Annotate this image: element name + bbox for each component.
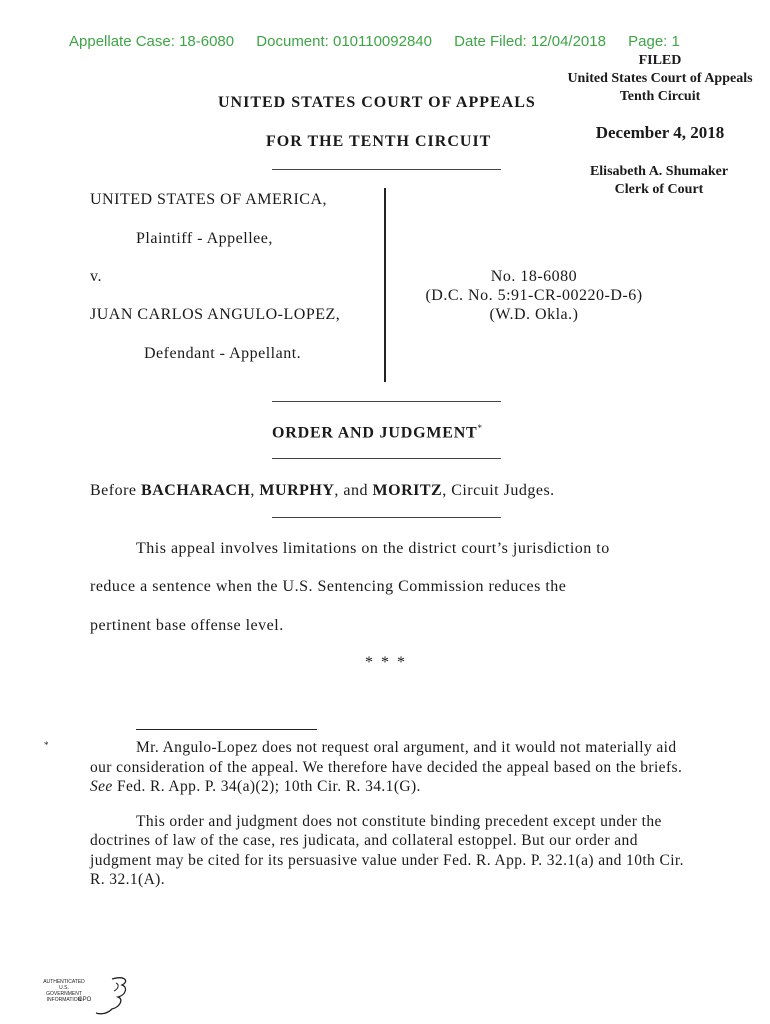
header-date-filed: Date Filed: 12/04/2018 (454, 33, 606, 50)
plaintiff-role: Plaintiff - Appellee, (136, 230, 273, 247)
divider-rule (272, 517, 501, 518)
order-title-text: ORDER AND JUDGMENT (272, 424, 478, 442)
defendant-role: Defendant - Appellant. (144, 345, 302, 362)
judge-name: BACHARACH (141, 482, 251, 499)
footnote-citation-signal: See (90, 778, 113, 795)
logo-line: U.S. GOVERNMENT (46, 985, 82, 997)
case-number: No. 18-6080 (490, 268, 578, 285)
gpo-mark: GPO (78, 997, 92, 1003)
footnote-paragraph (44, 738, 690, 797)
gpo-authenticated-logo (42, 975, 132, 1019)
district-case-number: (D.C. No. 5:91-CR-00220-D-6) (425, 287, 643, 304)
body-line: This appeal involves limitations on the district court’s jurisdiction to (136, 540, 610, 557)
order-title (272, 423, 483, 442)
district-court: (W.D. Okla.) (489, 306, 579, 323)
filed-court: United States Court of Appeals (567, 71, 753, 86)
versus: v. (90, 268, 102, 285)
panel-line (90, 482, 555, 500)
filed-date: December 4, 2018 (595, 123, 725, 142)
clerk-block (572, 163, 746, 198)
footnote-marker: * (44, 740, 49, 750)
header-case: Appellate Case: 18-6080 (69, 33, 235, 50)
section-break: * * * (365, 654, 407, 671)
panel-prefix: Before (90, 482, 142, 499)
panel-separator: , and (334, 482, 373, 499)
footnote-paragraph: This order and judgment does not constitute binding precedent except under the doctrines of law of the case, res judicata, and collateral estoppel. But our order and judgment may be cited for its persuasive value under Fed. R. App. P. 32.1(a) and 10th Cir. R. 32.1(A). (90, 812, 684, 888)
plaintiff-name: UNITED STATES OF AMERICA, (90, 191, 328, 208)
body-line: reduce a sentence when the U.S. Sentencing Commission reduces the (90, 578, 567, 595)
filing-header (69, 33, 698, 50)
divider-rule (272, 169, 501, 170)
divider-rule (272, 458, 501, 459)
panel-separator: , (250, 482, 260, 499)
divider-rule (272, 401, 501, 402)
court-title-line1: UNITED STATES COURT OF APPEALS (218, 94, 536, 111)
logo-line: AUTHENTICATED (43, 979, 85, 985)
panel-suffix: , Circuit Judges. (442, 482, 555, 499)
filed-stamp (548, 52, 770, 106)
filed-circuit: Tenth Circuit (619, 89, 701, 104)
header-page: Page: 1 (628, 33, 680, 50)
filed-label: FILED (638, 53, 682, 68)
clerk-name: Elisabeth A. Shumaker (589, 164, 729, 179)
header-document: Document: 010110092840 (256, 33, 432, 50)
footnote-text: Mr. Angulo-Lopez does not request oral argument, and it would not materially aid our consideration of the appeal. We therefore have decided the appeal based on the briefs. (90, 739, 683, 776)
footnote-reference: * (477, 423, 483, 433)
logo-line: INFORMATION (46, 997, 82, 1003)
court-title-line2: FOR THE TENTH CIRCUIT (266, 133, 492, 150)
body-line: pertinent base offense level. (90, 617, 284, 634)
defendant-name: JUAN CARLOS ANGULO-LOPEZ, (90, 306, 341, 323)
judge-name: MORITZ (372, 482, 443, 499)
judge-name: MURPHY (259, 482, 335, 499)
clerk-title: Clerk of Court (614, 181, 704, 197)
footnote (44, 738, 690, 890)
footnote-text: Fed. R. App. P. 34(a)(2); 10th Cir. R. 34.1(G). (112, 778, 421, 795)
footnote-rule (136, 729, 317, 730)
